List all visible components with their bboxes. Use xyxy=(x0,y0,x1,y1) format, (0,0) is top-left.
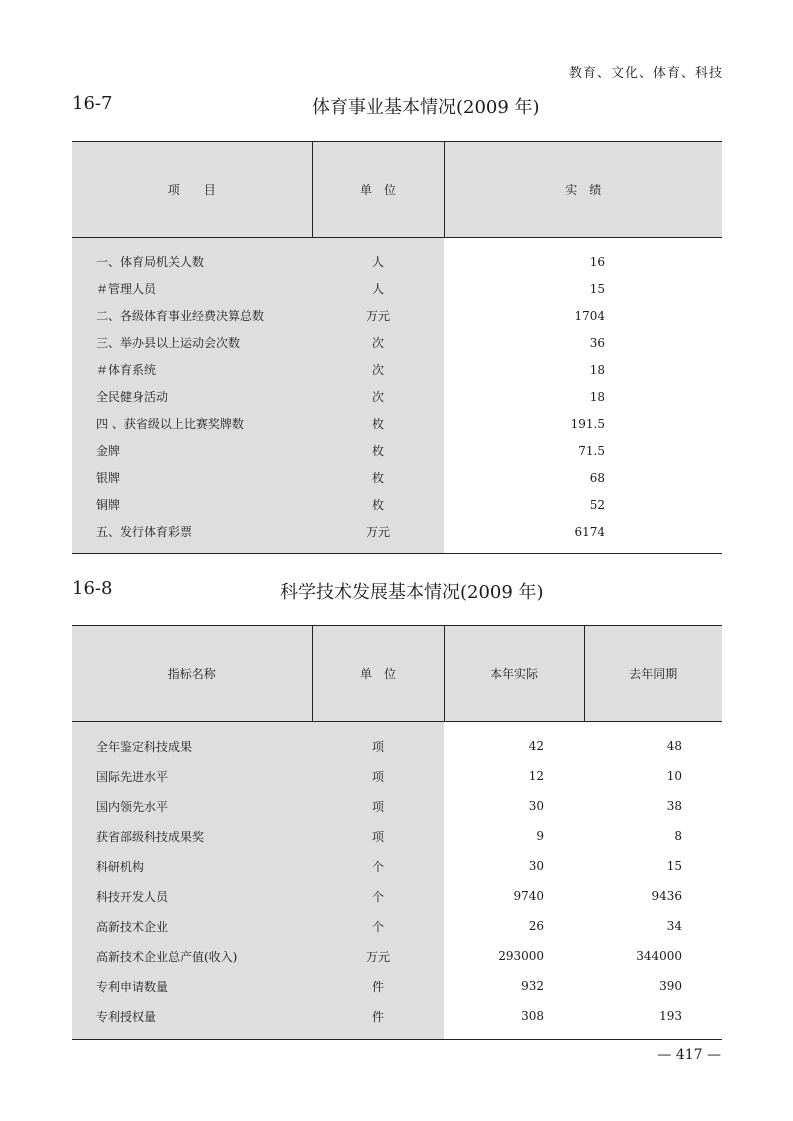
row-item: 三、举办县以上运动会次数 xyxy=(72,329,312,356)
row-unit: 次 xyxy=(312,329,444,356)
science-table-header xyxy=(72,626,722,722)
table-row xyxy=(72,518,722,554)
row-value: 71.5 xyxy=(578,443,605,458)
row-previous-year: 38 xyxy=(666,799,682,813)
table-row xyxy=(72,491,722,518)
row-value: 16 xyxy=(589,254,605,269)
row-unit: 枚 xyxy=(312,410,444,437)
table-row xyxy=(72,1001,722,1040)
row-unit: 件 xyxy=(312,971,444,1001)
science-table xyxy=(72,625,722,1040)
row-item: ＃管理人员 xyxy=(72,275,312,302)
column-header-previous-year: 去年同期 xyxy=(584,626,722,722)
table-row xyxy=(72,356,722,383)
row-value: 36 xyxy=(589,335,605,350)
row-current-year: 30 xyxy=(528,799,544,813)
row-item: 铜牌 xyxy=(72,491,312,518)
running-header-category: 教育、文化、体育、科技 xyxy=(568,66,723,81)
table-row xyxy=(72,881,722,911)
column-header-indicator: 指标名称 xyxy=(72,626,312,722)
row-value: 52 xyxy=(589,497,605,512)
row-value: 18 xyxy=(589,362,605,377)
table-row xyxy=(72,410,722,437)
column-header-unit: 单 位 xyxy=(312,142,444,238)
row-unit: 个 xyxy=(312,911,444,941)
row-unit: 项 xyxy=(312,761,444,791)
page-number: — 417 — xyxy=(657,1047,721,1063)
row-unit: 项 xyxy=(312,722,444,762)
table-row xyxy=(72,911,722,941)
row-indicator: 高新技术企业 xyxy=(72,911,312,941)
row-previous-year: 9436 xyxy=(651,889,682,903)
table-row xyxy=(72,238,722,276)
table-row xyxy=(72,383,722,410)
row-indicator: 全年鉴定科技成果 xyxy=(72,722,312,762)
section-title-science: 科学技术发展基本情况(2009 年) xyxy=(280,582,544,603)
table-row xyxy=(72,437,722,464)
row-item: 二、各级体育事业经费决算总数 xyxy=(72,302,312,329)
row-previous-year: 390 xyxy=(659,979,682,993)
table-row xyxy=(72,275,722,302)
table-row xyxy=(72,851,722,881)
row-current-year: 9 xyxy=(536,829,544,843)
row-previous-year: 34 xyxy=(666,919,682,933)
row-unit: 个 xyxy=(312,851,444,881)
row-item: 一、体育局机关人数 xyxy=(72,238,312,276)
row-current-year: 42 xyxy=(528,739,544,753)
row-current-year: 293000 xyxy=(498,949,544,963)
row-unit: 项 xyxy=(312,821,444,851)
row-indicator: 国内领先水平 xyxy=(72,791,312,821)
table-row xyxy=(72,791,722,821)
row-unit: 次 xyxy=(312,383,444,410)
row-current-year: 308 xyxy=(521,1009,544,1023)
row-previous-year: 48 xyxy=(666,739,682,753)
row-current-year: 9740 xyxy=(513,889,544,903)
row-indicator: 高新技术企业总产值(收入) xyxy=(72,941,312,971)
row-item: 全民健身活动 xyxy=(72,383,312,410)
row-unit: 个 xyxy=(312,881,444,911)
row-previous-year: 15 xyxy=(666,859,682,873)
row-current-year: 26 xyxy=(528,919,544,933)
row-indicator: 专利申请数量 xyxy=(72,971,312,1001)
table-row xyxy=(72,722,722,762)
row-indicator: 国际先进水平 xyxy=(72,761,312,791)
column-header-unit: 单 位 xyxy=(312,626,444,722)
row-value: 15 xyxy=(589,281,605,296)
row-indicator: 专利授权量 xyxy=(72,1001,312,1040)
table-row xyxy=(72,464,722,491)
row-unit: 次 xyxy=(312,356,444,383)
column-header-current-year: 本年实际 xyxy=(444,626,584,722)
row-unit: 万元 xyxy=(312,518,444,554)
row-previous-year: 193 xyxy=(659,1009,682,1023)
sports-table-header xyxy=(72,142,722,238)
row-indicator: 获省部级科技成果奖 xyxy=(72,821,312,851)
row-previous-year: 344000 xyxy=(636,949,682,963)
row-previous-year: 8 xyxy=(674,829,682,843)
table-row xyxy=(72,329,722,356)
table-row xyxy=(72,761,722,791)
row-value: 191.5 xyxy=(570,416,605,431)
row-indicator: 科研机构 xyxy=(72,851,312,881)
table-row xyxy=(72,302,722,329)
row-value: 6174 xyxy=(574,524,605,539)
row-indicator: 科技开发人员 xyxy=(72,881,312,911)
section-title-sports: 体育事业基本情况(2009 年) xyxy=(312,97,540,118)
row-current-year: 932 xyxy=(521,979,544,993)
row-item: 四 、获省级以上比赛奖牌数 xyxy=(72,410,312,437)
row-unit: 枚 xyxy=(312,464,444,491)
row-unit: 万元 xyxy=(312,302,444,329)
row-item: 金牌 xyxy=(72,437,312,464)
row-unit: 项 xyxy=(312,791,444,821)
column-header-item: 项 目 xyxy=(72,142,312,238)
row-unit: 件 xyxy=(312,1001,444,1040)
row-item: ＃体育系统 xyxy=(72,356,312,383)
row-item: 五、发行体育彩票 xyxy=(72,518,312,554)
column-header-value: 实 绩 xyxy=(444,142,722,238)
row-unit: 人 xyxy=(312,275,444,302)
sports-table xyxy=(72,141,722,554)
row-item: 银牌 xyxy=(72,464,312,491)
row-value: 1704 xyxy=(574,308,605,323)
row-value: 68 xyxy=(589,470,605,485)
table-row xyxy=(72,941,722,971)
row-value: 18 xyxy=(589,389,605,404)
row-unit: 枚 xyxy=(312,491,444,518)
row-unit: 万元 xyxy=(312,941,444,971)
row-current-year: 12 xyxy=(528,769,544,783)
row-unit: 人 xyxy=(312,238,444,276)
section-number-16-8: 16-8 xyxy=(72,578,113,599)
section-number-16-7: 16-7 xyxy=(72,93,113,114)
row-previous-year: 10 xyxy=(666,769,682,783)
table-row xyxy=(72,821,722,851)
table-row xyxy=(72,971,722,1001)
row-unit: 枚 xyxy=(312,437,444,464)
row-current-year: 30 xyxy=(528,859,544,873)
